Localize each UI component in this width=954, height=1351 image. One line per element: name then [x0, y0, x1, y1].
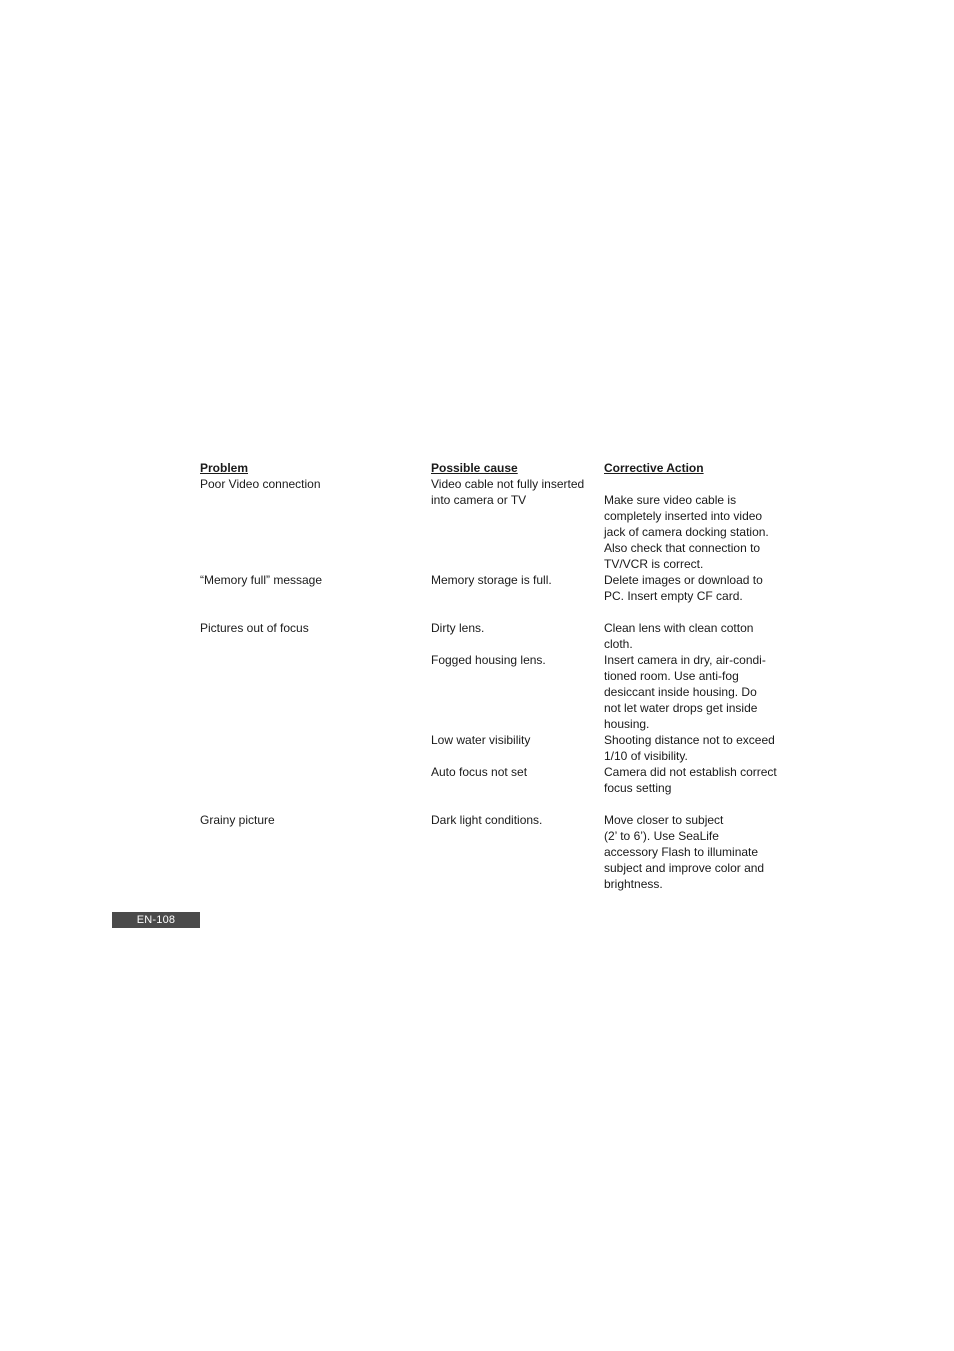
page-number: EN-108	[136, 914, 176, 926]
table-row	[200, 652, 790, 732]
table-row	[200, 620, 790, 652]
problem-cell: Pictures out of focus	[200, 621, 309, 635]
cause-cell: Video cable not fully inserted into camera or TV	[431, 477, 585, 507]
cause-cell: Dark light conditions.	[431, 813, 543, 827]
table-row	[200, 572, 790, 620]
table-row	[200, 764, 790, 812]
table-header-row	[200, 460, 790, 476]
action-cell: Camera did not establish correct focus setting	[604, 765, 777, 795]
action-cell: Make sure video cable is completely inserted into video jack of camera docking station. Also check that connection to TV/VCR is correct.	[604, 493, 769, 571]
column-header-action: Corrective Action	[604, 461, 704, 475]
table-row	[200, 732, 790, 764]
troubleshooting-table	[200, 460, 790, 892]
action-cell: Shooting distance not to exceed 1/10 of visibility.	[604, 733, 775, 763]
action-cell: Move closer to subject (2’ to 6’). Use SeaLife accessory Flash to illuminate subject and improve color and brightness.	[604, 813, 765, 891]
problem-cell: Grainy picture	[200, 813, 275, 827]
problem-cell: Poor Video connection	[200, 477, 321, 491]
action-cell: Insert camera in dry, air-condi- tioned room. Use anti-fog desiccant inside housing. Do not let water drops get inside housing.	[604, 653, 766, 731]
cause-cell: Low water visibility	[431, 733, 531, 747]
problem-cell: “Memory full” message	[200, 573, 323, 587]
cause-cell: Memory storage is full.	[431, 573, 552, 587]
cause-cell: Fogged housing lens.	[431, 653, 546, 667]
table-row	[200, 476, 790, 572]
page-number-bar	[112, 912, 200, 928]
action-cell: Delete images or download to PC. Insert empty CF card.	[604, 573, 763, 603]
column-header-problem: Problem	[200, 461, 249, 475]
table-row	[200, 812, 790, 892]
action-cell: Clean lens with clean cotton cloth.	[604, 621, 754, 651]
cause-cell: Auto focus not set	[431, 765, 528, 779]
column-header-cause: Possible cause	[431, 461, 518, 475]
cause-cell: Dirty lens.	[431, 621, 485, 635]
